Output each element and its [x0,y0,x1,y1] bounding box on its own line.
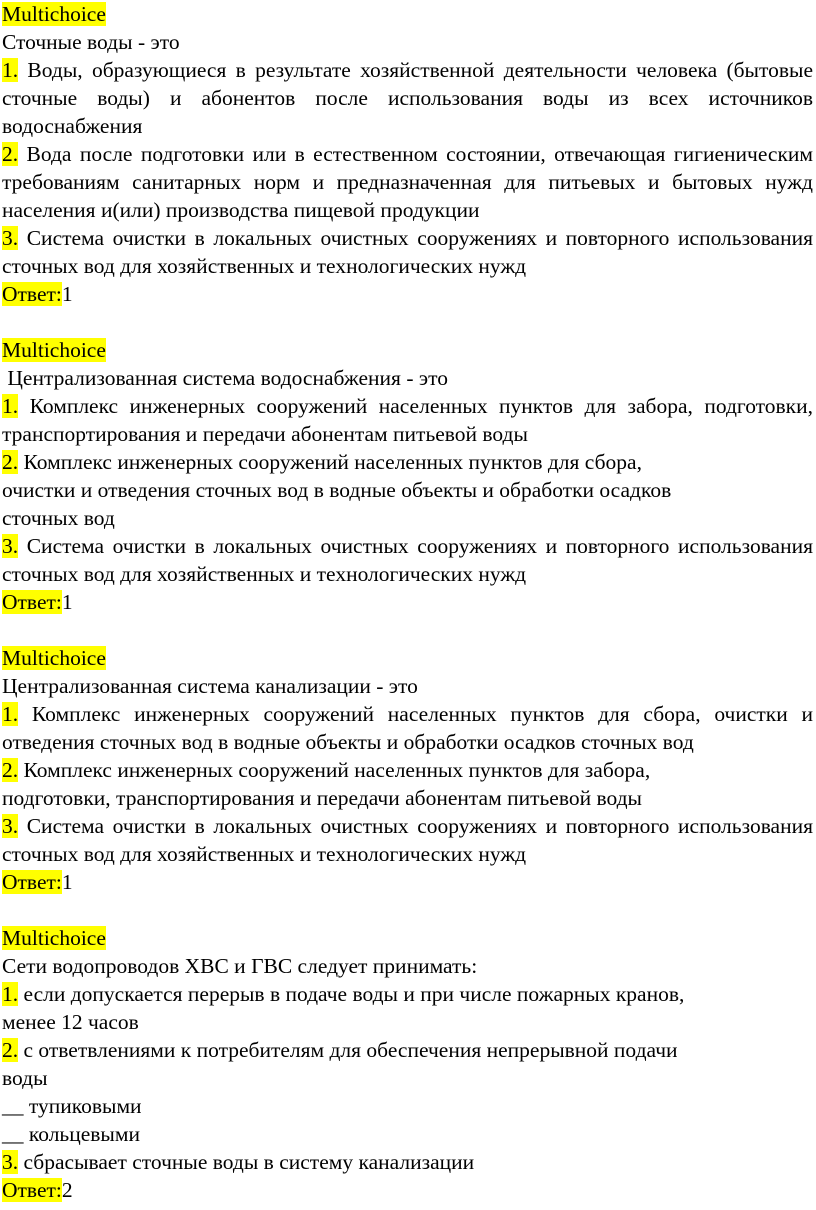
option-text: Система очистки в локальных очистных сооружениях и повторного использования сточных вод для хозяйственных и технологических нужд [2,226,814,278]
answer-line [2,280,813,308]
option-3 [2,224,813,280]
answer-label: Ответ: [2,590,62,614]
type-label: Multichoice [2,926,106,950]
option-number: 3. [2,1150,19,1174]
question-block-3 [2,644,813,896]
option-2 [2,756,813,784]
option-number: 2. [2,1038,19,1062]
answer-line [2,868,813,896]
answer-value: 1 [61,590,73,614]
type-label: Multichoice [2,646,106,670]
question-block-4 [2,924,813,1204]
option-text: с ответвлениями к потребителям для обеспечения непрерывной подачи [23,1038,678,1062]
answer-value: 1 [61,870,73,894]
option-1 [2,980,813,1008]
option-2-cont: сточных вод [2,506,115,530]
option-text: Комплекс инженерных сооружений населенных пунктов для забора, [23,758,651,782]
option-number: 1. [2,702,19,726]
option-text: Вода после подготовки или в естественном состоянии, отвечающая гигиеническим требованиям санитарных норм и предназначенная для питьевых и бытовых нужд населения и(или) производства пищевой продукции [2,142,813,222]
option-text: сбрасывает сточные воды в систему канализации [23,1150,475,1174]
option-text: Система очистки в локальных очистных сооружениях и повторного использования сточных вод для хозяйственных и технологических нужд [2,534,814,586]
option-3 [2,1148,813,1176]
answer-value: 2 [61,1178,73,1202]
option-text: Система очистки в локальных очистных сооружениях и повторного использования сточных вод для хозяйственных и технологических нужд [2,814,814,866]
option-1 [2,56,813,140]
option-number: 3. [2,534,19,558]
answer-label: Ответ: [2,870,62,894]
option-number: 1. [2,982,19,1006]
option-text: если допускается перерыв в подаче воды и при числе пожарных кранов, [23,982,685,1006]
option-1-cont: менее 12 часов [2,1010,139,1034]
option-1 [2,700,813,756]
blank-line-1: __ тупиковыми [2,1094,142,1118]
option-2 [2,448,813,476]
question-block-1 [2,0,813,308]
question-text: Централизованная система водоснабжения - это [7,366,448,390]
option-text: Воды, образующиеся в результате хозяйственной деятельности человека (бытовые сточные воды) и абонентов после использования воды из всех источников водоснабжения [2,58,813,138]
option-number: 2. [2,450,19,474]
option-3 [2,532,813,588]
option-number: 1. [2,58,19,82]
option-text: Комплекс инженерных сооружений населенных пунктов для сбора, очистки и отведения сточных вод в водные объекты и обработки осадков сточных вод [2,702,813,754]
option-2 [2,1036,813,1064]
option-2-cont: очистки и отведения сточных вод в водные объекты и обработки осадков [2,478,672,502]
option-2-cont: воды [2,1066,48,1090]
option-number: 2. [2,758,19,782]
option-2 [2,140,813,224]
option-text: Комплекс инженерных сооружений населенных пунктов для сбора, [23,450,642,474]
type-label: Multichoice [2,2,106,26]
option-number: 3. [2,814,19,838]
answer-line [2,1176,813,1204]
answer-label: Ответ: [2,282,62,306]
answer-line [2,588,813,616]
question-block-2 [2,336,813,616]
option-1 [2,392,813,448]
option-text: Комплекс инженерных сооружений населенных пунктов для забора, подготовки, транспортирования и передачи абонентам питьевой воды [2,394,814,446]
option-3 [2,812,813,868]
answer-label: Ответ: [2,1178,62,1202]
option-number: 1. [2,394,19,418]
blank-line-2: __ кольцевыми [2,1122,140,1146]
option-number: 3. [2,226,19,250]
question-text: Централизованная система канализации - это [2,674,418,698]
answer-value: 1 [61,282,73,306]
question-text: Сточные воды - это [2,30,180,54]
option-number: 2. [2,142,19,166]
question-text: Сети водопроводов ХВС и ГВС следует принимать: [2,954,478,978]
option-2-cont: подготовки, транспортирования и передачи абонентам питьевой воды [2,786,642,810]
type-label: Multichoice [2,338,106,362]
